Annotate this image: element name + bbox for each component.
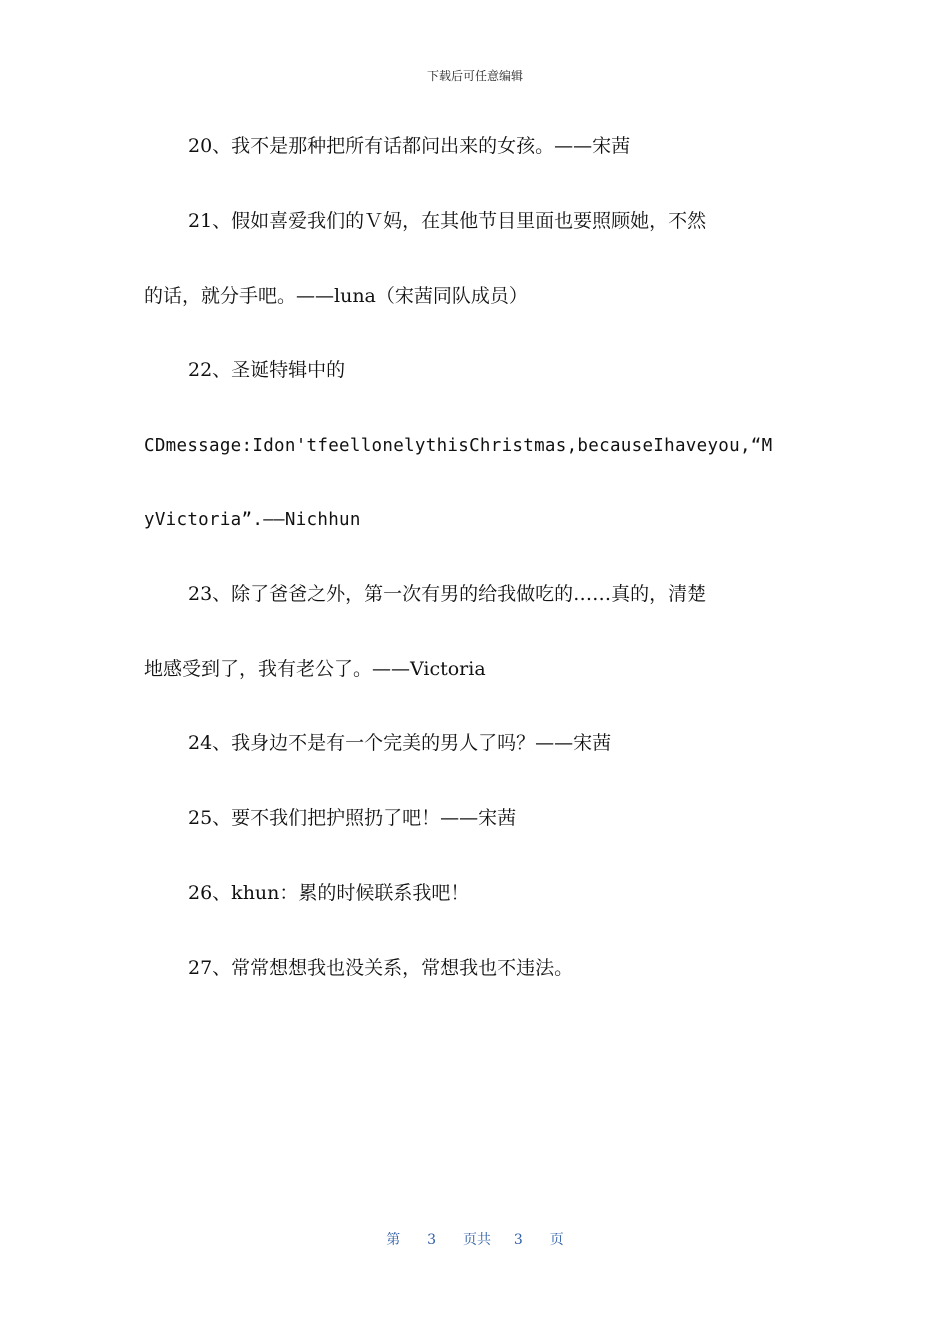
- text-line: 24、我身边不是有一个完美的男人了吗？——宋茜: [188, 732, 612, 754]
- page-footer: [0, 1229, 950, 1249]
- text-line: 26、khun：累的时候联系我吧！: [188, 882, 470, 904]
- footer-label-ye-gong: 页共: [463, 1232, 491, 1248]
- page-header: 下载后可任意编辑: [426, 69, 523, 83]
- footer-total-pages: 3: [513, 1232, 523, 1248]
- footer-label-di: 第: [386, 1232, 401, 1248]
- text-line: 地感受到了，我有老公了。——Victoria: [144, 658, 486, 680]
- text-line: CDmessage:Idon'tfeellonelythisChristmas,becauseIhaveyou,“M: [144, 436, 773, 456]
- text-line: 25、要不我们把护照扔了吧！——宋茜: [188, 807, 517, 829]
- text-line: yVictoria”.——Nichhun: [144, 510, 361, 530]
- text-line: 27、常常想想我也没关系，常想我也不违法。: [188, 957, 574, 979]
- text-line: 21、假如喜爱我们的Ｖ妈，在其他节目里面也要照顾她，不然: [188, 210, 707, 232]
- text-line: 23、除了爸爸之外，第一次有男的给我做吃的……真的，清楚: [188, 583, 707, 605]
- footer-current-page: 3: [427, 1232, 437, 1248]
- footer-label-ye: 页: [549, 1232, 564, 1248]
- text-line: 20、我不是那种把所有话都问出来的女孩。——宋茜: [188, 135, 631, 157]
- text-line: 的话，就分手吧。——luna（宋茜同队成员）: [144, 285, 528, 307]
- text-line: 22、圣诞特辑中的: [188, 359, 346, 381]
